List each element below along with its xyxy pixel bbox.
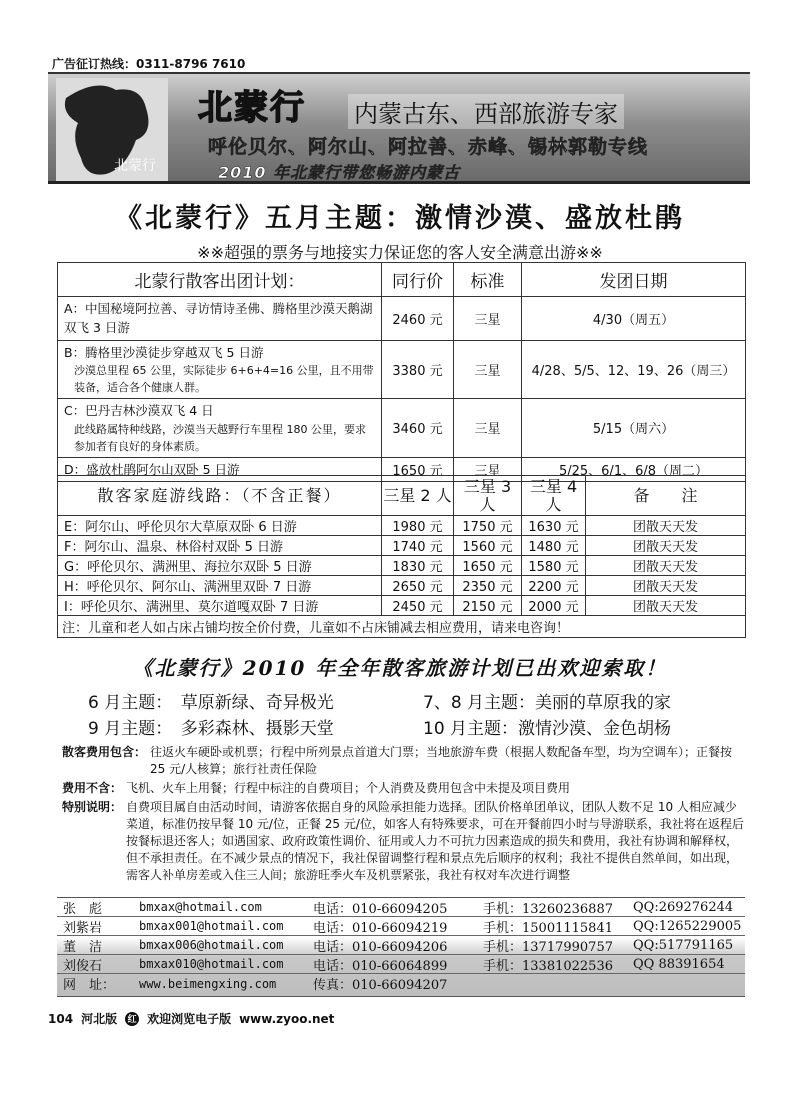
theme-row: [88, 690, 671, 716]
route-note: 团散天天发: [586, 516, 746, 536]
fee-label: 费用不含：: [62, 781, 123, 795]
price-3: 1650 元: [454, 556, 522, 576]
contact-name: 董 洁: [63, 939, 103, 955]
theme-item: 10 月主题：激情沙漠、金色胡杨: [423, 719, 672, 739]
table-row: [58, 556, 746, 576]
price-2: 2650 元: [382, 576, 454, 596]
contact-qq: QQ:517791165: [633, 937, 734, 953]
fee-item: [62, 780, 747, 797]
contact-mobile: 手机：13260236887: [483, 901, 613, 917]
price-2: 2450 元: [382, 596, 454, 616]
price-4: 1630 元: [522, 516, 586, 536]
brand-banner: [48, 72, 750, 184]
header-cell: 散客家庭游线路：（不含正餐）: [58, 476, 382, 516]
header-cell: 北蒙行散客出团计划：: [58, 263, 382, 297]
price-2: 1980 元: [382, 516, 454, 536]
table-note-row: [58, 616, 746, 638]
route-note: 团散天天发: [586, 576, 746, 596]
tour-date: 4/28、5/5、12、19、26（周三）: [522, 340, 746, 398]
contact-qq: QQ 88391654: [633, 956, 725, 972]
theme-row: [88, 716, 671, 742]
plan-title: 《北蒙行》2010 年全年散客旅游计划已出欢迎索取！: [132, 656, 668, 680]
price-4: 2200 元: [522, 576, 586, 596]
header-cell: 发团日期: [522, 263, 746, 297]
tour-price: 1650 元: [382, 457, 454, 481]
monthly-themes: [88, 690, 671, 742]
table-row: [58, 516, 746, 536]
theme-item: 9 月主题： 多彩森林、摄影天堂: [88, 719, 334, 739]
contact-name: 刘俊石: [63, 958, 103, 974]
brand-name: 北蒙行: [198, 88, 306, 128]
price-4: 2000 元: [522, 596, 586, 616]
price-4: 1480 元: [522, 536, 586, 556]
contact-qq: QQ:1265229005: [633, 918, 742, 934]
contact-fax: 传真：010-66094207: [313, 978, 448, 993]
route-name: E：阿尔山、呼伦贝尔大草原双卧 6 日游: [58, 516, 382, 536]
brand-slogan: 2010 年北蒙行带您畅游内蒙古: [218, 163, 461, 182]
contact-name: 刘紫岩: [63, 920, 103, 936]
contact-qq: QQ:269276244: [633, 899, 734, 915]
edition-label: 河北版: [81, 1012, 118, 1026]
header-cell: 同行价: [382, 263, 454, 297]
price-3: 1560 元: [454, 536, 522, 556]
contact-row: [57, 917, 745, 936]
fee-item: [62, 799, 747, 884]
route-name: I：呼伦贝尔、满洲里、莫尔道嘎双卧 7 日游: [58, 596, 382, 616]
route-note: 团散天天发: [586, 596, 746, 616]
contact-row: [57, 936, 745, 955]
footer-text: 欢迎浏览电子版: [147, 1012, 232, 1026]
contact-mobile: 手机：13381022536: [483, 958, 613, 974]
theme-item: 7、8 月主题：美丽的草原我的家: [423, 693, 672, 713]
table-row: [58, 596, 746, 616]
fee-label: 特别说明：: [62, 800, 123, 814]
contact-list: [57, 897, 745, 997]
contact-tel: 电话：010-66064899: [313, 958, 448, 974]
contact-mobile: 手机：13717990757: [483, 939, 613, 955]
tour-price: 3460 元: [382, 399, 454, 457]
tour-sub: 此线路属特种线路，沙漠当天越野行车里程 180 公里，要求参加者有良好的身体素质。: [74, 422, 366, 453]
tour-date: 5/25、6/1、6/8（周二）: [522, 457, 746, 481]
brand-tagline: 内蒙古东、西部旅游专家: [348, 94, 624, 129]
ad-hotline: 广告征订热线：0311-8796 7610: [52, 57, 246, 71]
footer-url[interactable]: www.zyoo.net: [239, 1011, 335, 1026]
contact-email[interactable]: bmxax010@hotmail.com: [139, 957, 284, 971]
tour-desc: [58, 399, 382, 457]
contact-email[interactable]: bmxax001@hotmail.com: [139, 919, 284, 933]
tour-title: A：中国秘境阿拉善、寻访情诗圣佛、腾格里沙漠天鹅湖双飞 3 日游: [64, 301, 373, 336]
guarantee-text: ※※超强的票务与地接实力保证您的客人安全满意出游※※: [197, 243, 603, 262]
website-label: 网 址：: [63, 978, 116, 993]
child-price-note: 注：儿童和老人如占床占铺均按全价付费，儿童如不占床铺减去相应费用，请来电咨询！: [58, 616, 746, 638]
tour-standard: 三星: [454, 297, 522, 341]
family-tour-table: [57, 475, 746, 638]
tour-title: C：巴丹吉林沙漠双飞 4 日: [64, 403, 214, 419]
route-note: 团散天天发: [586, 536, 746, 556]
price-2: 1830 元: [382, 556, 454, 576]
group-tour-table: [57, 262, 746, 482]
contact-row: [57, 898, 745, 917]
contact-email[interactable]: bmxax@hotmail.com: [139, 900, 262, 914]
contact-row: [57, 955, 745, 974]
contact-tel: 电话：010-66094206: [313, 939, 448, 955]
header-cell: 三星 2 人: [382, 476, 454, 516]
contact-name: 张 彪: [63, 901, 103, 917]
table-row: [58, 297, 746, 341]
tour-standard: 三星: [454, 399, 522, 457]
contact-tel: 电话：010-66094205: [313, 901, 448, 917]
table-row: [58, 340, 746, 398]
badge-icon: 红: [125, 1012, 139, 1026]
table-row: [58, 576, 746, 596]
table-row: [58, 399, 746, 457]
price-2: 1740 元: [382, 536, 454, 556]
table-header: [58, 476, 746, 516]
tour-price: 2460 元: [382, 297, 454, 341]
tour-date: 5/15（周六）: [522, 399, 746, 457]
logo-icon: [56, 78, 168, 182]
header-cell: 三星 3 人: [454, 476, 522, 516]
tour-desc: [58, 297, 382, 341]
tour-title: B：腾格里沙漠徒步穿越双飞 5 日游: [64, 344, 264, 360]
page-number: 104: [48, 1011, 74, 1026]
header-cell: 三星 4 人: [522, 476, 586, 516]
tour-price: 3380 元: [382, 340, 454, 398]
price-3: 2150 元: [454, 596, 522, 616]
fee-label: 散客费用包含：: [62, 745, 147, 759]
tour-title: D：盛放杜鹃阿尔山双卧 5 日游: [64, 461, 240, 477]
contact-row: [57, 974, 745, 993]
website-link[interactable]: www.beimengxing.com: [139, 976, 277, 991]
contact-email[interactable]: bmxax006@hotmail.com: [139, 938, 284, 952]
tour-standard: 三星: [454, 457, 522, 481]
header-cell: 标准: [454, 263, 522, 297]
tour-desc: [58, 340, 382, 398]
route-note: 团散天天发: [586, 556, 746, 576]
logo-text: 北蒙行: [114, 158, 156, 174]
brand-routes: 呼伦贝尔、阿尔山、阿拉善、赤峰、锡林郭勒专线: [208, 136, 649, 158]
table-row: [58, 536, 746, 556]
tour-date: 4/30（周五）: [522, 297, 746, 341]
price-3: 2350 元: [454, 576, 522, 596]
tour-sub: 沙漠总里程 65 公里，实际徒步 6+6+4=16 公里，且不用带装备，适合各个健康人群。: [74, 364, 374, 395]
fee-text: 自费项目属自由活动时间，请游客依据自身的风险承担能力选择。团队价格单团单议，团队人数不足 10 人相应减少菜道，标准仍按早餐 10 元/位，正餐 25 元/位，如客人有特殊要求，可在开餐前四小时与导游联系，我社将在返程后按餐标退还客人；如遇国家、政府政策性调价、征用或人力不可抗力因素造成的损失和费用，我社有协调和解释权，但不承担责任。在不减少景点的情况下，我社保留调整行程和景点先后顺序的权利；我社不提供自然单间，如出现，需客人补单房差或入住三人间；旅游旺季火车及机票紧张，我社有权对车次进行调整: [126, 800, 744, 882]
fee-details: [62, 744, 747, 886]
price-3: 1750 元: [454, 516, 522, 536]
contact-tel: 电话：010-66094219: [313, 920, 448, 936]
route-name: F：阿尔山、温泉、林俗村双卧 5 日游: [58, 536, 382, 556]
header-cell: 备 注: [586, 476, 746, 516]
route-name: G：呼伦贝尔、满洲里、海拉尔双卧 5 日游: [58, 556, 382, 576]
page-footer: [48, 1010, 334, 1027]
price-4: 1580 元: [522, 556, 586, 576]
route-name: H：呼伦贝尔、阿尔山、满洲里双卧 7 日游: [58, 576, 382, 596]
fee-item: [62, 744, 747, 778]
main-title: 《北蒙行》五月主题：激情沙漠、盛放杜鹃: [115, 203, 685, 234]
table-header: [58, 263, 746, 297]
theme-item: 6 月主题： 草原新绿、奇异极光: [88, 693, 334, 713]
fee-text: 飞机、火车上用餐；行程中标注的自费项目；个人消费及费用包含中未提及项目费用: [126, 781, 571, 795]
fee-text: 往返火车硬卧或机票；行程中所列景点首道大门票；当地旅游车费（根据人数配备车型，均为空调车）；正餐按 25 元/人核算；旅行社责任保险: [150, 745, 733, 776]
tour-standard: 三星: [454, 340, 522, 398]
contact-mobile: 手机：15001115841: [483, 920, 613, 936]
